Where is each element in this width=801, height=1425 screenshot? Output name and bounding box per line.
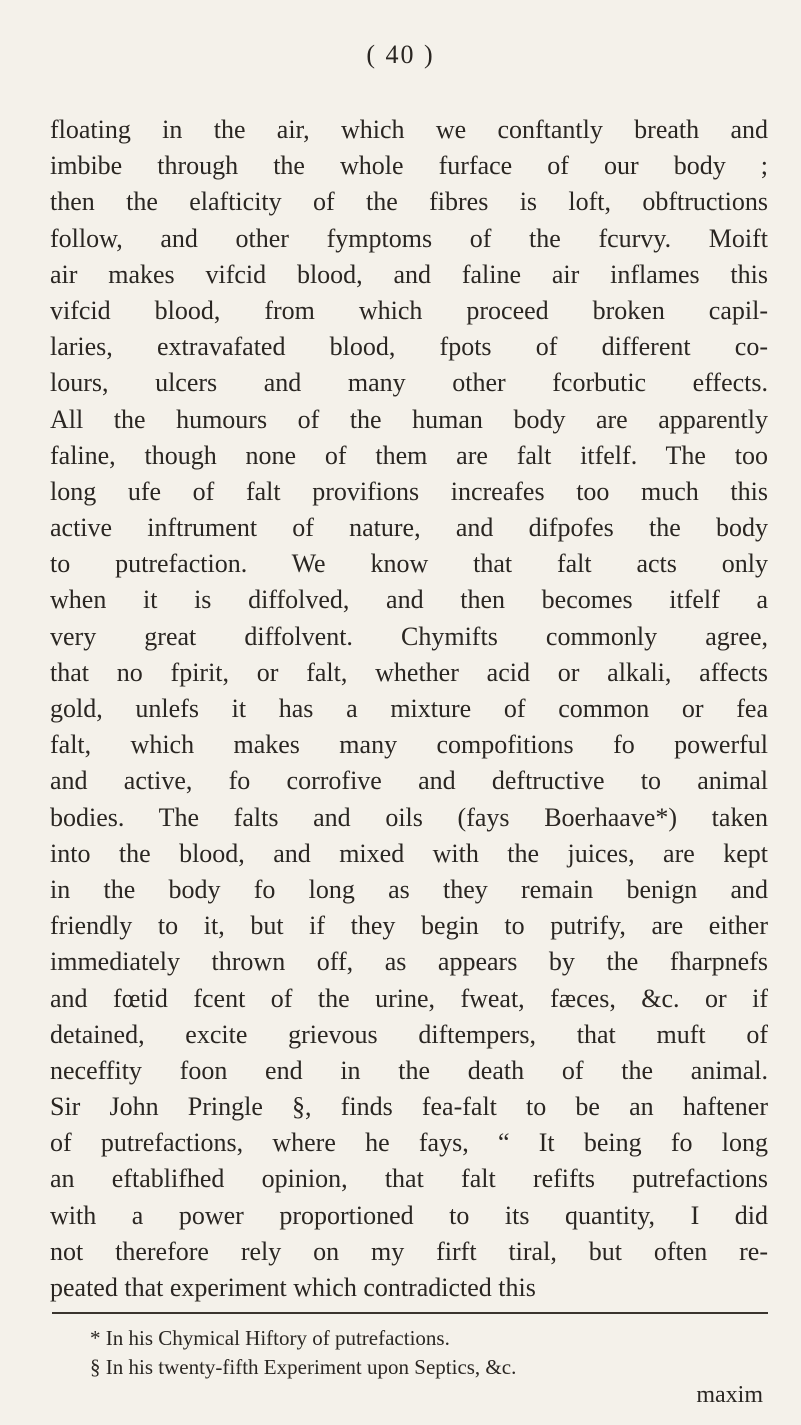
text-line: lours, ulcers and many other fcorbutic effects. xyxy=(50,368,768,398)
text-line: faline, though none of them are falt itfelf. The too xyxy=(50,440,768,470)
page-number: ( 40 ) xyxy=(366,40,435,69)
text-line: and active, fo corrofive and deftructive to animal xyxy=(50,766,768,796)
body-text xyxy=(50,112,768,1306)
text-line: bodies. The falts and oils (fays Boerhaave*) taken xyxy=(50,802,768,832)
text-line: long ufe of falt provifions increafes too much this xyxy=(50,476,768,506)
text-line: friendly to it, but if they begin to putrify, are either xyxy=(50,911,768,941)
text-line: to putrefaction. We know that falt acts only xyxy=(50,549,768,579)
text-line: active inftrument of nature, and difpofes the body xyxy=(50,513,768,543)
catchword: maxim xyxy=(696,1382,763,1408)
text-line: All the humours of the human body are apparently xyxy=(50,404,768,434)
text-line: vifcid blood, from which proceed broken capil- xyxy=(50,295,768,325)
text-line: Sir John Pringle §, finds fea-falt to be an haftener xyxy=(50,1092,768,1122)
text-line: and fœtid fcent of the urine, fweat, fæces, &c. or if xyxy=(50,983,768,1013)
text-line: imbibe through the whole furface of our body ; xyxy=(50,151,768,181)
text-line: then the elafticity of the fibres is loft, obftructions xyxy=(50,187,768,217)
text-line: follow, and other fymptoms of the fcurvy. Moift xyxy=(50,223,768,253)
text-line: air makes vifcid blood, and faline air inflames this xyxy=(50,259,768,289)
text-line: laries, extravafated blood, fpots of different co- xyxy=(50,332,768,362)
text-line: detained, excite grievous diftempers, that muft of xyxy=(50,1019,768,1049)
text-line: when it is diffolved, and then becomes itfelf a xyxy=(50,585,768,615)
footnote-divider xyxy=(52,1312,768,1314)
text-line: in the body fo long as they remain benign and xyxy=(50,874,768,904)
text-line: very great diffolvent. Chymifts commonly agree, xyxy=(50,621,768,651)
footnotes xyxy=(50,1324,768,1382)
text-line: of putrefactions, where he fays, “ It being fo long xyxy=(50,1128,768,1158)
text-line: neceffity foon end in the death of the animal. xyxy=(50,1055,768,1085)
text-line: an eftablifhed opinion, that falt refifts putrefactions xyxy=(50,1164,768,1194)
text-line: with a power proportioned to its quantity, I did xyxy=(50,1200,768,1230)
footnote: * In his Chymical Hiftory of putrefactions. xyxy=(90,1326,450,1350)
text-line: floating in the air, which we conftantly breath and xyxy=(50,115,768,144)
text-line: gold, unlefs it has a mixture of common or fea xyxy=(50,694,768,723)
text-line: immediately thrown off, as appears by the fharpnefs xyxy=(50,947,768,977)
text-line: peated that experiment which contradicted this xyxy=(50,1273,536,1302)
text-line: not therefore rely on my firft tiral, but often re- xyxy=(50,1236,768,1266)
text-line: into the blood, and mixed with the juices, are kept xyxy=(50,838,768,868)
text-line: that no fpirit, or falt, whether acid or alkali, affects xyxy=(50,657,768,687)
text-line: falt, which makes many compofitions fo powerful xyxy=(50,730,768,760)
footnote: § In his twenty-fifth Experiment upon Septics, &c. xyxy=(90,1355,517,1379)
